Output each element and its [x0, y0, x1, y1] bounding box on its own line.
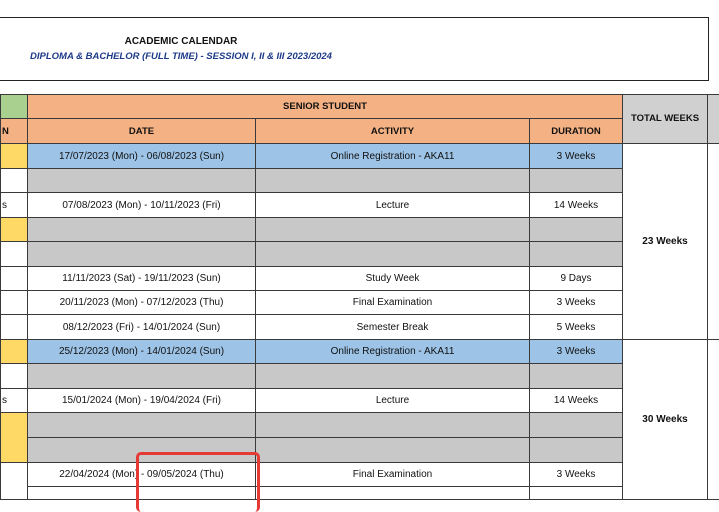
duration-cell: 3 Weeks [529, 143, 623, 169]
total-weeks-session-1: 23 Weeks [622, 143, 708, 340]
left-cell [0, 363, 28, 389]
activity-cell [255, 363, 530, 389]
duration-cell [529, 217, 623, 242]
left-cell [0, 412, 28, 463]
duration-column-header: DURATION [529, 118, 623, 144]
activity-cell: Online Registration - AKA11 [255, 339, 530, 364]
duration-cell: 5 Weeks [529, 314, 623, 340]
right-edge-cell [707, 339, 719, 500]
activity-cell [255, 168, 530, 193]
left-cell [0, 339, 28, 364]
left-cell [0, 290, 28, 315]
left-cell [0, 462, 28, 500]
left-cell: s [0, 388, 28, 413]
date-cell: 15/01/2024 (Mon) - 19/04/2024 (Fri) [27, 388, 256, 413]
activity-cell [255, 437, 530, 463]
date-cell [27, 486, 256, 500]
academic-calendar-table [0, 94, 719, 499]
left-cell [0, 143, 28, 169]
left-cell [0, 314, 28, 340]
left-cell [0, 217, 28, 242]
activity-cell: Lecture [255, 192, 530, 218]
page-subtitle: DIPLOMA & BACHELOR (FULL TIME) - SESSION I, II & III 2023/2024 [30, 51, 332, 62]
duration-cell: 14 Weeks [529, 192, 623, 218]
calendar-header-box [0, 17, 709, 81]
duration-cell: 14 Weeks [529, 388, 623, 413]
activity-cell: Study Week [255, 266, 530, 291]
date-cell [27, 241, 256, 267]
activity-cell: Final Examination [255, 462, 530, 487]
duration-cell [529, 486, 623, 500]
activity-cell: Online Registration - AKA11 [255, 143, 530, 169]
activity-column-header: ACTIVITY [255, 118, 530, 144]
date-cell [27, 217, 256, 242]
activity-cell [255, 412, 530, 438]
date-cell: 20/11/2023 (Mon) - 07/12/2023 (Thu) [27, 290, 256, 315]
date-cell: 22/04/2024 (Mon) - 09/05/2024 (Thu) [27, 462, 256, 487]
duration-cell: 9 Days [529, 266, 623, 291]
duration-cell [529, 363, 623, 389]
total-weeks-session-2: 30 Weeks [622, 339, 708, 500]
page-title: ACADEMIC CALENDAR [124, 36, 238, 47]
activity-cell: Semester Break [255, 314, 530, 340]
duration-cell: 3 Weeks [529, 339, 623, 364]
duration-cell [529, 412, 623, 438]
activity-cell: Lecture [255, 388, 530, 413]
duration-cell: 3 Weeks [529, 290, 623, 315]
left-cell [0, 241, 28, 267]
date-cell: 17/07/2023 (Mon) - 06/08/2023 (Sun) [27, 143, 256, 169]
duration-cell [529, 168, 623, 193]
date-column-header: DATE [27, 118, 256, 144]
date-cell [27, 412, 256, 438]
left-cell [0, 266, 28, 291]
date-cell: 25/12/2023 (Mon) - 14/01/2024 (Sun) [27, 339, 256, 364]
activity-cell [255, 241, 530, 267]
left-col-header: N [0, 118, 28, 144]
left-cell [0, 168, 28, 193]
date-cell [27, 363, 256, 389]
activity-cell [255, 217, 530, 242]
total-weeks-header: TOTAL WEEKS [622, 94, 708, 144]
right-edge-header [707, 94, 719, 144]
duration-cell [529, 437, 623, 463]
activity-cell: Final Examination [255, 290, 530, 315]
duration-cell: 3 Weeks [529, 462, 623, 487]
duration-cell [529, 241, 623, 267]
date-cell [27, 168, 256, 193]
date-cell [27, 437, 256, 463]
left-cell: s [0, 192, 28, 218]
activity-cell [255, 486, 530, 500]
date-cell: 11/11/2023 (Sat) - 19/11/2023 (Sun) [27, 266, 256, 291]
senior-student-header: SENIOR STUDENT [27, 94, 623, 119]
date-cell: 07/08/2023 (Mon) - 10/11/2023 (Fri) [27, 192, 256, 218]
left-col-header-top [0, 94, 28, 119]
right-edge-cell [707, 143, 719, 340]
date-cell: 08/12/2023 (Fri) - 14/01/2024 (Sun) [27, 314, 256, 340]
